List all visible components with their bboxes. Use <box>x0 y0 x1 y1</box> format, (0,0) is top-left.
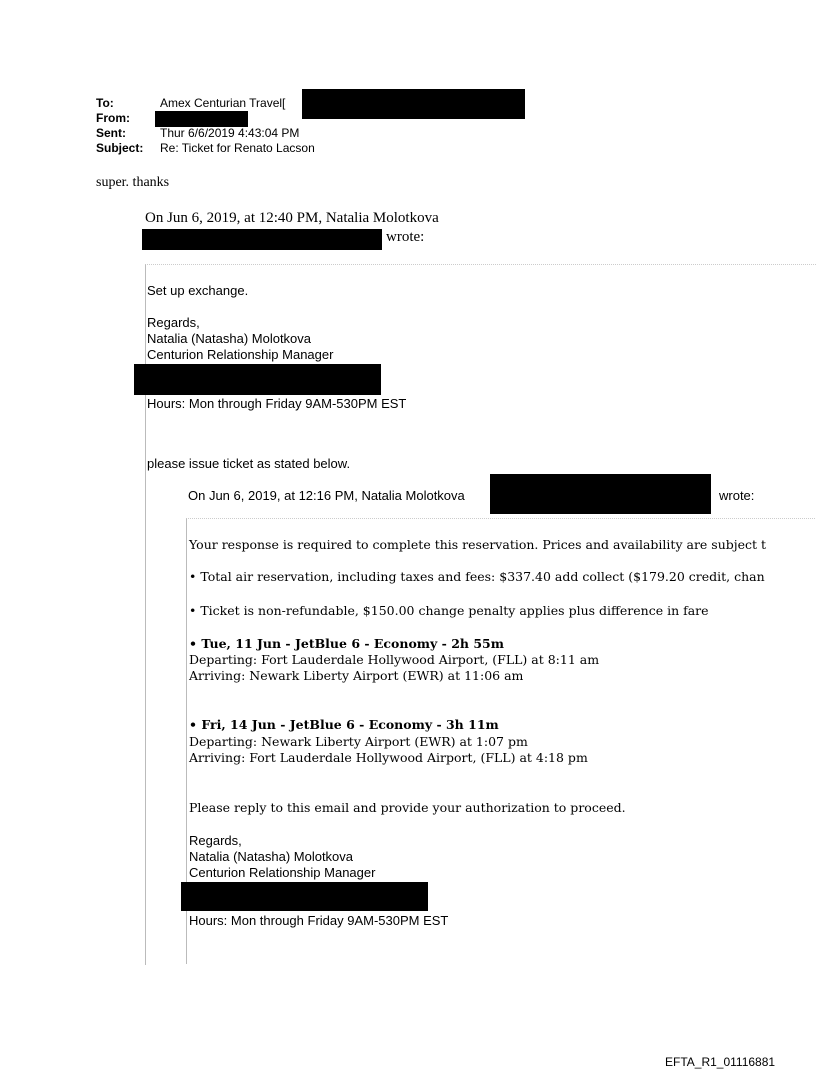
q1-title: Centurion Relationship Manager <box>147 347 334 362</box>
redaction-to <box>302 89 525 119</box>
redaction-q1-contact <box>134 364 381 395</box>
q2-bullet1: • Total air reservation, including taxes and fees: $337.40 add collect ($179.20 credit, chan <box>189 569 765 584</box>
q2-bullet2: • Ticket is non-refundable, $150.00 change penalty applies plus difference in fare <box>189 603 709 618</box>
q1-regards: Regards, <box>147 315 200 330</box>
q2-para1: Your response is required to complete this reservation. Prices and availability are subject t <box>189 537 767 552</box>
subject-label: Subject: <box>96 141 144 155</box>
q1-name: Natalia (Natasha) Molotkova <box>147 331 312 346</box>
sent-row <box>96 127 299 140</box>
q2-flight2-arr: Arriving: Fort Lauderdale Hollywood Airport, (FLL) at 4:18 pm <box>189 750 588 765</box>
quote1-intro: On Jun 6, 2019, at 12:40 PM, Natalia Molotkova <box>145 210 439 226</box>
q2-regards: Regards, <box>189 833 242 848</box>
to-row <box>96 97 285 110</box>
q2-hours: Hours: Mon through Friday 9AM-530PM EST <box>189 913 449 928</box>
q2-title: Centurion Relationship Manager <box>189 865 376 880</box>
to-label: To: <box>96 96 114 110</box>
q2-reply-request: Please reply to this email and provide your authorization to proceed. <box>189 800 626 815</box>
q2-flight2-head: • Fri, 14 Jun - JetBlue 6 - Economy - 3h 11m <box>189 717 499 732</box>
quote2-wrote: wrote: <box>719 488 755 503</box>
redaction-from <box>155 111 248 127</box>
redaction-q1-email <box>142 229 382 250</box>
q1-line1: Set up exchange. <box>147 283 249 298</box>
redaction-q2-email <box>490 474 711 514</box>
q2-name: Natalia (Natasha) Molotkova <box>189 849 354 864</box>
q2-flight1-arr: Arriving: Newark Liberty Airport (EWR) at 11:06 am <box>189 668 524 683</box>
q1-hours: Hours: Mon through Friday 9AM-530PM EST <box>147 396 407 411</box>
subject-row <box>96 142 315 155</box>
sent-label: Sent: <box>96 126 126 140</box>
q1-issue: please issue ticket as stated below. <box>147 456 351 471</box>
to-value: Amex Centurian Travel[ <box>160 96 286 110</box>
document-id: EFTA_R1_01116881 <box>665 1055 776 1069</box>
reply-text: super. thanks <box>96 175 170 190</box>
q2-flight1-dep: Departing: Fort Lauderdale Hollywood Airport, (FLL) at 8:11 am <box>189 652 600 667</box>
from-label: From: <box>96 111 130 125</box>
quote2-intro: On Jun 6, 2019, at 12:16 PM, Natalia Molotkova <box>188 488 465 503</box>
sent-value: Thur 6/6/2019 4:43:04 PM <box>160 126 300 140</box>
from-row <box>96 112 160 125</box>
subject-value: Re: Ticket for Renato Lacson <box>160 141 315 155</box>
q2-flight1-head: • Tue, 11 Jun - JetBlue 6 - Economy - 2h 55m <box>189 636 504 651</box>
redaction-q2-contact <box>181 882 428 911</box>
q2-flight2-dep: Departing: Newark Liberty Airport (EWR) at 1:07 pm <box>189 734 528 749</box>
quote1-wrote: wrote: <box>386 229 425 245</box>
